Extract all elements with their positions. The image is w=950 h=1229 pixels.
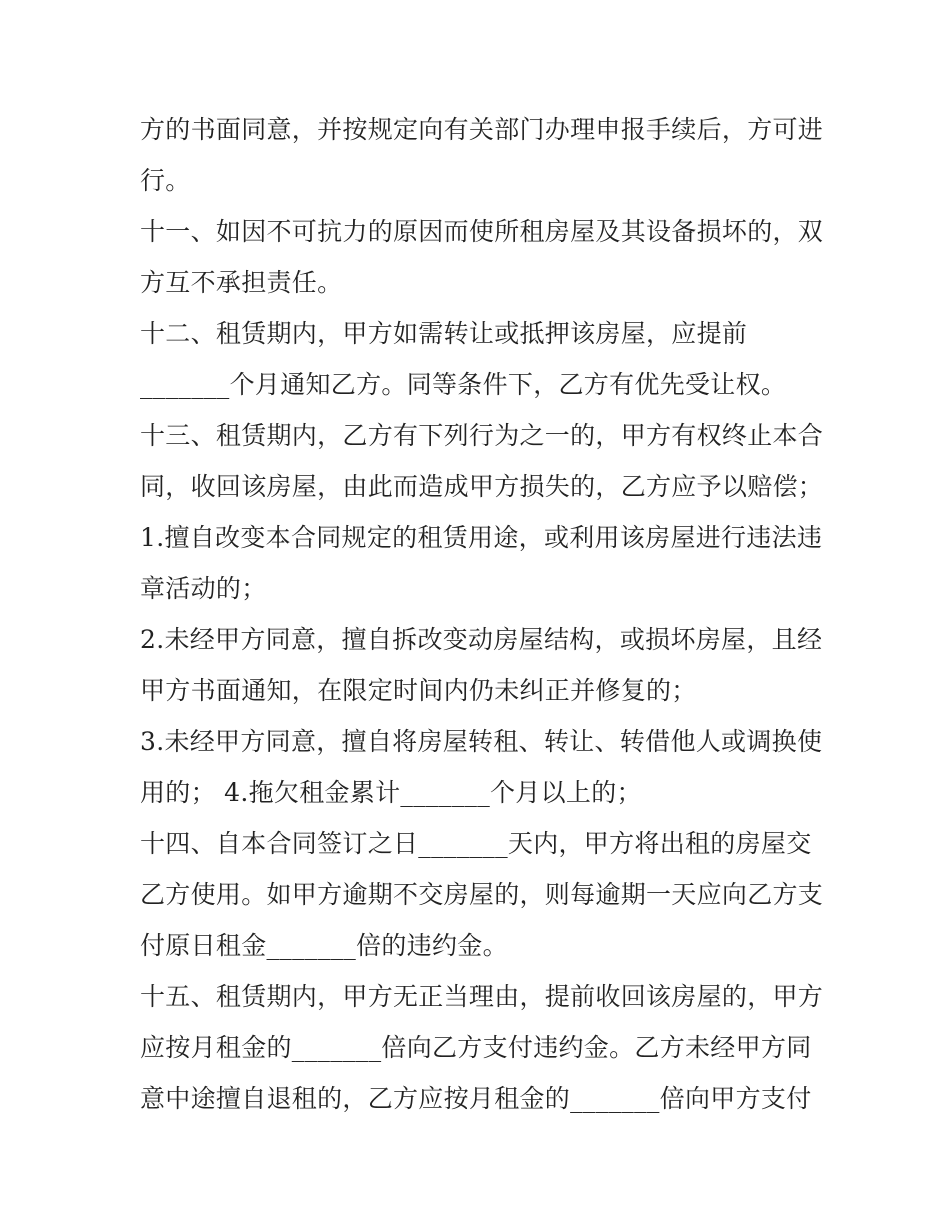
text-line: 用的； 4.拖欠租金累计_______个月以上的； <box>140 778 642 807</box>
clause-12-line: 十二、租赁期内，甲方如需转让或抵押该房屋，应提前 <box>140 319 748 348</box>
clause-13-line: 十三、租赁期内，乙方有下列行为之一的，甲方有权终止本合 <box>140 421 824 450</box>
clause-14-line: 十四、自本合同签订之日_______天内，甲方将出租的房屋交 <box>140 829 812 858</box>
item-2-line: 2.未经甲方同意，擅自拆改变动房屋结构，或损坏房屋，且经 <box>140 625 823 654</box>
item-3-line: 3.未经甲方同意，擅自将房屋转租、转让、转借他人或调换使 <box>140 727 823 756</box>
text-line: 意中途擅自退租的，乙方应按月租金的_______倍向甲方支付 <box>140 1084 812 1113</box>
clause-15-line: 十五、租赁期内，甲方无正当理由，提前收回该房屋的，甲方 <box>140 982 824 1011</box>
text-line: 甲方书面通知，在限定时间内仍未纠正并修复的； <box>140 676 697 705</box>
text-line: _______个月通知乙方。同等条件下，乙方有优先受让权。 <box>140 370 787 399</box>
text-line: 付原日租金_______倍的违约金。 <box>140 931 508 960</box>
text-line: 行。 <box>140 166 191 195</box>
item-1-line: 1.擅自改变本合同规定的租赁用途，或利用该房屋进行违法违 <box>140 523 823 552</box>
text-line: 同，收回该房屋，由此而造成甲方损失的，乙方应予以赔偿； <box>140 472 824 501</box>
text-line: 方互不承担责任。 <box>140 268 343 297</box>
text-line: 章活动的； <box>140 574 267 603</box>
text-line: 乙方使用。如甲方逾期不交房屋的，则每逾期一天应向乙方支 <box>140 880 824 909</box>
clause-11-line: 十一、如因不可抗力的原因而使所租房屋及其设备损坏的，双 <box>140 217 824 246</box>
text-line: 应按月租金的_______倍向乙方支付违约金。乙方未经甲方同 <box>140 1033 812 1062</box>
text-line: 方的书面同意，并按规定向有关部门办理申报手续后，方可进 <box>140 115 824 144</box>
document-body <box>140 104 824 1124</box>
